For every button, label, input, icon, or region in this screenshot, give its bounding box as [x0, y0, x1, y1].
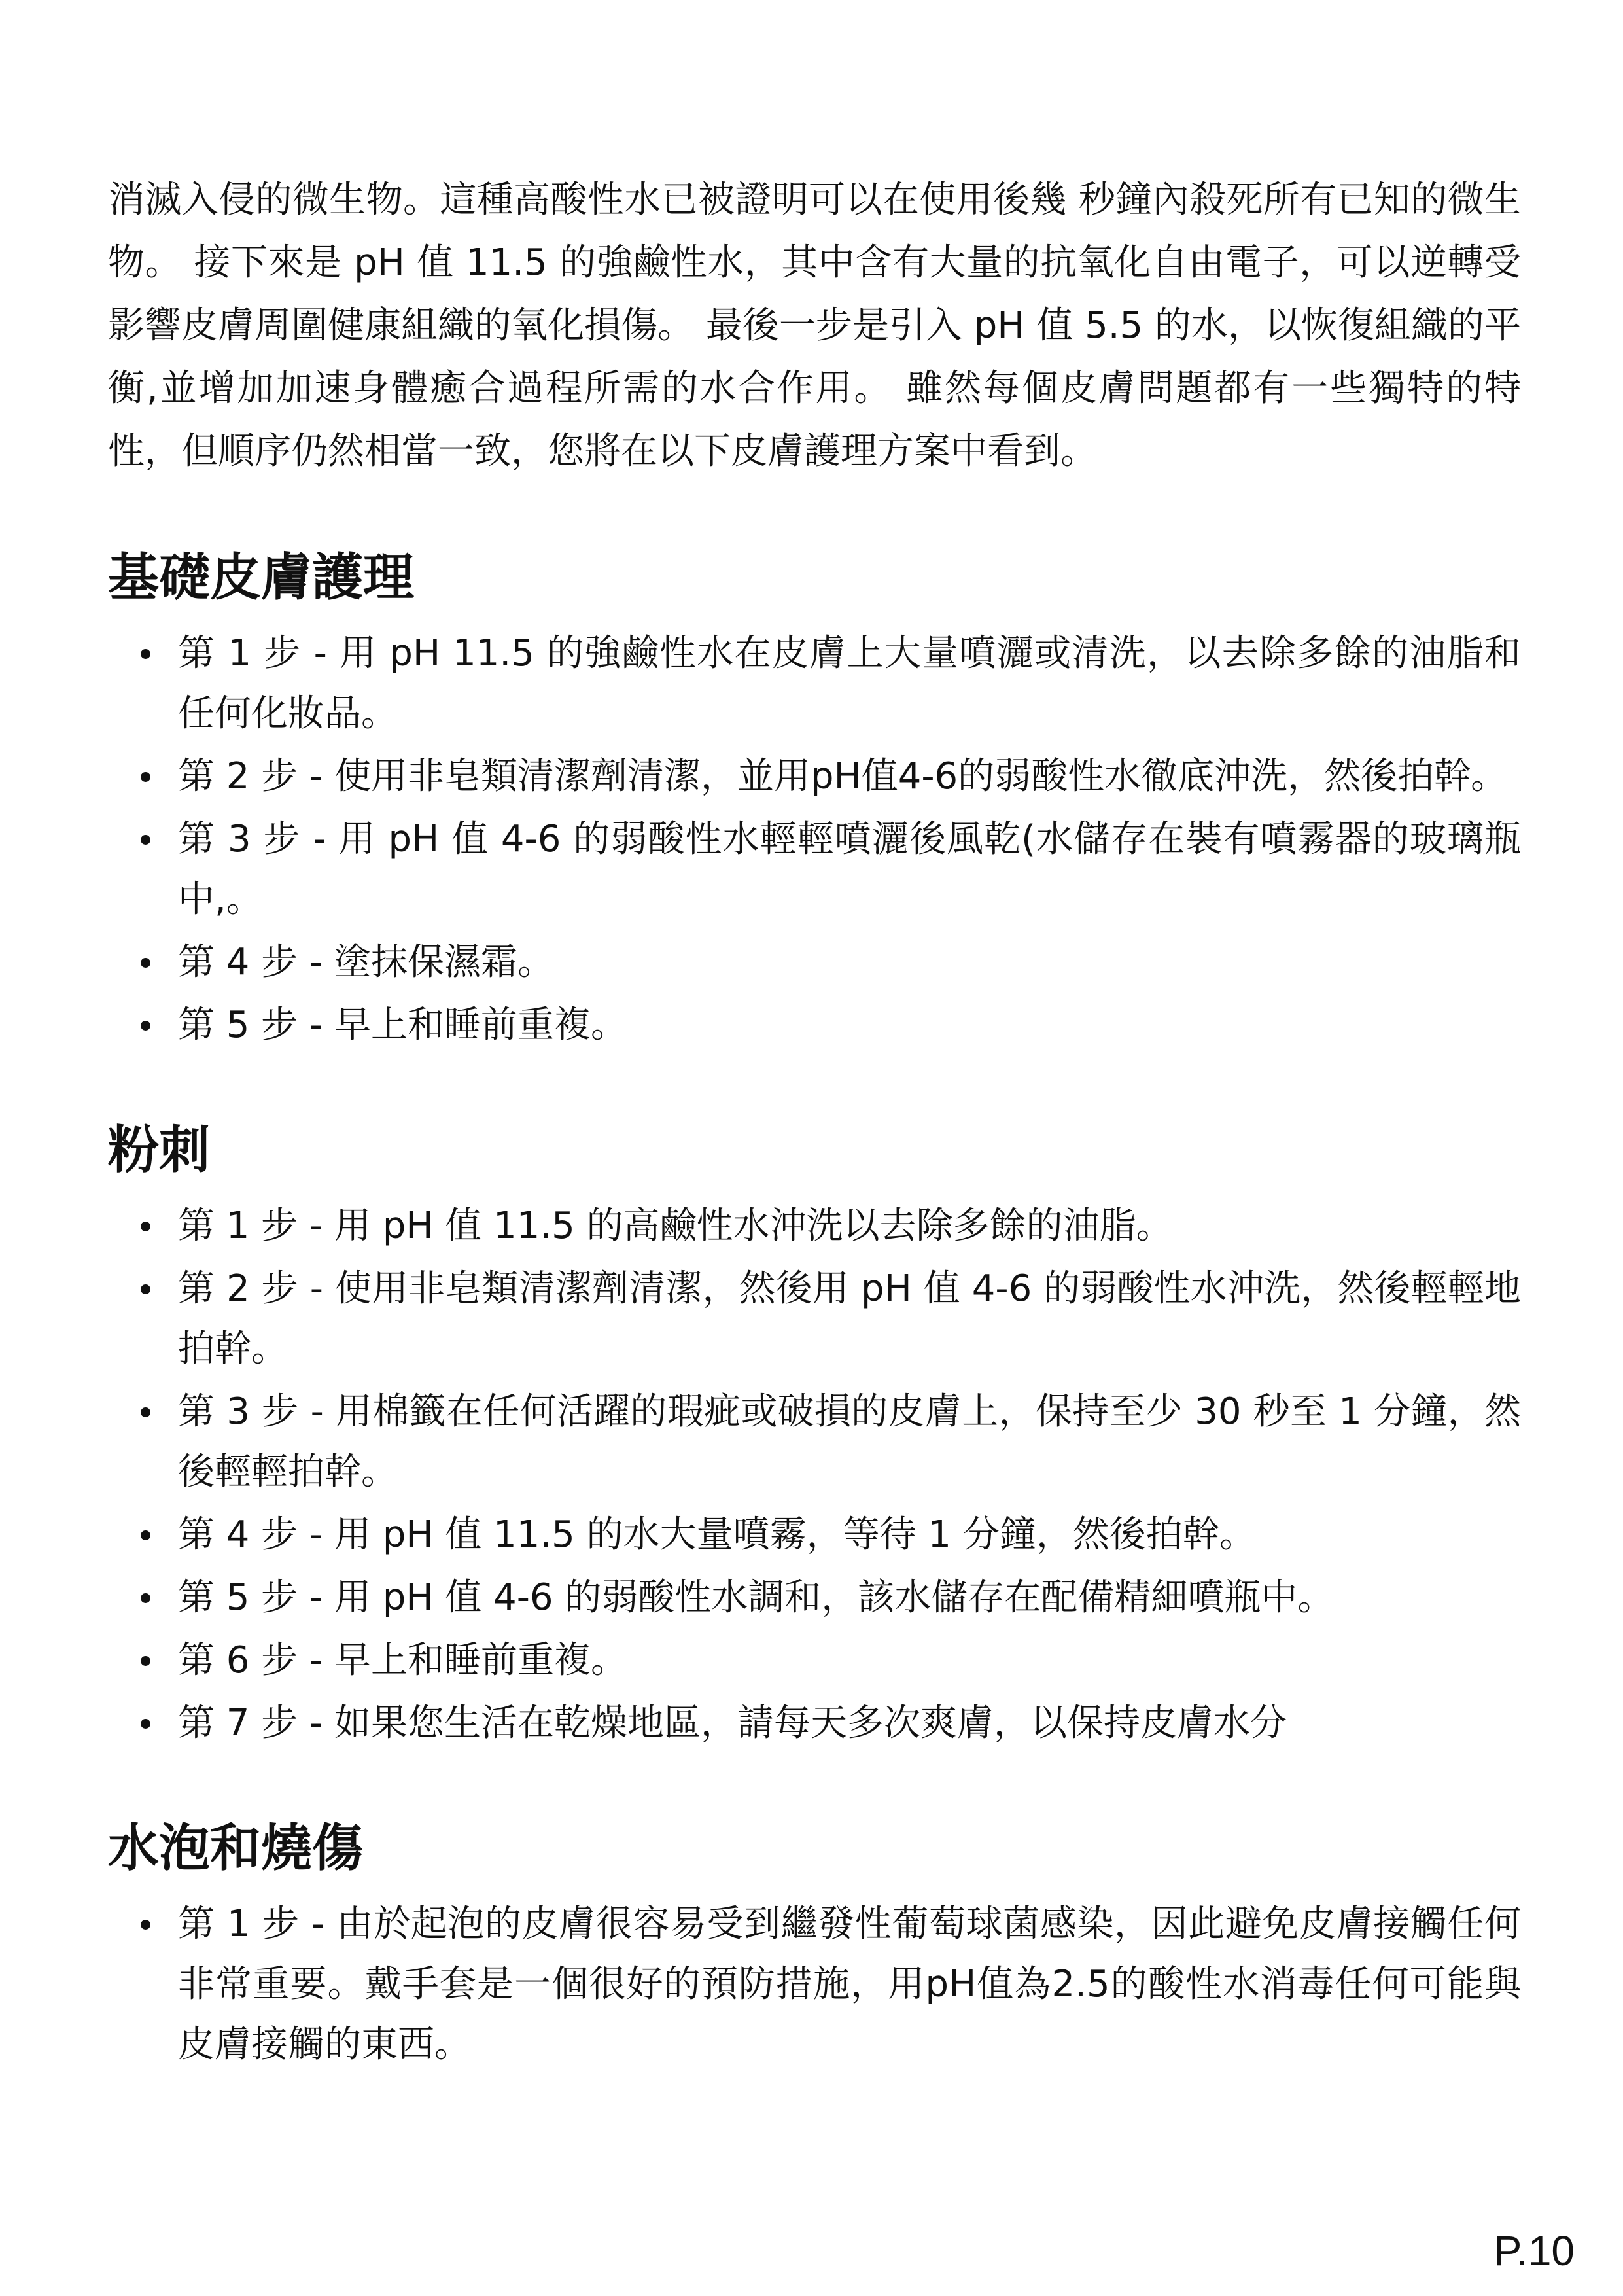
step-text: 第 2 步 - 使用非皂類清潔劑清潔，並用pH值4-6的弱酸性水徹底沖洗，然後拍幹。: [178, 755, 1508, 798]
step-text: 第 4 步 - 塗抹保濕霜。: [178, 941, 555, 983]
step-text: 第 3 步 - 用棉籤在任何活躍的瑕疵或破損的皮膚上，保持至少 30 秒至 1 分鐘，然後輕輕拍幹。: [178, 1390, 1521, 1493]
bullet-icon: [141, 1284, 150, 1294]
step-text: 第 5 步 - 早上和睡前重複。: [178, 1004, 628, 1046]
step-text: 第 1 步 - 用 pH 值 11.5 的高鹼性水沖洗以去除多餘的油脂。: [178, 1205, 1173, 1247]
bullet-icon: [141, 649, 150, 659]
list-item: [108, 1894, 1521, 2075]
section-title-basic-skincare: 基礎皮膚護理: [108, 548, 415, 607]
list-item: [108, 1259, 1521, 1379]
list-item: [108, 995, 1521, 1055]
bullet-icon: [141, 835, 150, 845]
list-item: [108, 932, 1521, 993]
page-number: P.10: [1493, 2227, 1575, 2274]
bullet-icon: [141, 958, 150, 968]
step-text: 第 1 步 - 由於起泡的皮膚很容易受到繼發性葡萄球菌感染，因此避免皮膚接觸任何非常重要。戴手套是一個很好的預防措施，用pH值為2.5的酸性水消毒任何可能與皮膚接觸的東西。: [178, 1903, 1521, 2066]
list-item: [108, 1196, 1521, 1256]
list-item: [108, 809, 1521, 930]
section-title-acne: 粉刺: [108, 1121, 211, 1180]
document-body: [108, 169, 1521, 2077]
step-text: 第 7 步 - 如果您生活在乾燥地區，請每天多次爽膚，以保持皮膚水分: [178, 1702, 1287, 1744]
step-text: 第 4 步 - 用 pH 值 11.5 的水大量噴霧，等待 1 分鐘，然後拍幹。: [178, 1513, 1256, 1556]
bullet-icon: [141, 1021, 150, 1031]
list-item: [108, 1505, 1521, 1565]
list-item: [108, 624, 1521, 744]
step-text: 第 1 步 - 用 pH 11.5 的強鹼性水在皮膚上大量噴灑或清洗，以去除多餘的油脂和任何化妝品。: [178, 632, 1521, 735]
bullet-icon: [141, 1222, 150, 1231]
step-text: 第 6 步 - 早上和睡前重複。: [178, 1639, 628, 1682]
list-item: [108, 747, 1521, 807]
bullet-icon: [141, 1593, 150, 1603]
bullet-icon: [141, 1719, 150, 1729]
bullet-icon: [141, 1530, 150, 1540]
section-title-blisters-burns: 水泡和燒傷: [108, 1819, 364, 1878]
bullet-icon: [141, 1920, 150, 1930]
intro-paragraph: 消滅入侵的微生物。這種高酸性水已被證明可以在使用後幾 秒鐘內殺死所有已知的微生物。 接下來是 pH 值 11.5 的強鹼性水，其中含有大量的抗氧化自由電子，可以逆轉受影響皮膚周圍健康組織的氧化損傷。 最後一步是引入 pH 值 5.5 的水，以恢復組織的平衡,並增加加速身體癒合過程所需的水合作用。 雖然每個皮膚問題都有一些獨特的特性，但順序仍然相當一致，您將在以下皮膚護理方案中看到。: [108, 179, 1521, 472]
step-text: 第 3 步 - 用 pH 值 4-6 的弱酸性水輕輕噴灑後風乾(水儲存在裝有噴霧器的玻璃瓶中,。: [178, 818, 1521, 921]
bullet-icon: [141, 1407, 150, 1417]
list-item: [108, 1693, 1521, 1754]
bullet-icon: [141, 772, 150, 782]
step-list-basic-skincare: [108, 624, 1521, 1055]
list-item: [108, 1382, 1521, 1502]
step-list-acne: [108, 1196, 1521, 1754]
list-item: [108, 1568, 1521, 1628]
step-list-blisters-burns: [108, 1894, 1521, 2075]
list-item: [108, 1631, 1521, 1691]
step-text: 第 2 步 - 使用非皂類清潔劑清潔，然後用 pH 值 4-6 的弱酸性水沖洗，然後輕輕地拍幹。: [178, 1267, 1521, 1370]
bullet-icon: [141, 1656, 150, 1666]
step-text: 第 5 步 - 用 pH 值 4-6 的弱酸性水調和，該水儲存在配備精細噴瓶中。: [178, 1576, 1335, 1619]
